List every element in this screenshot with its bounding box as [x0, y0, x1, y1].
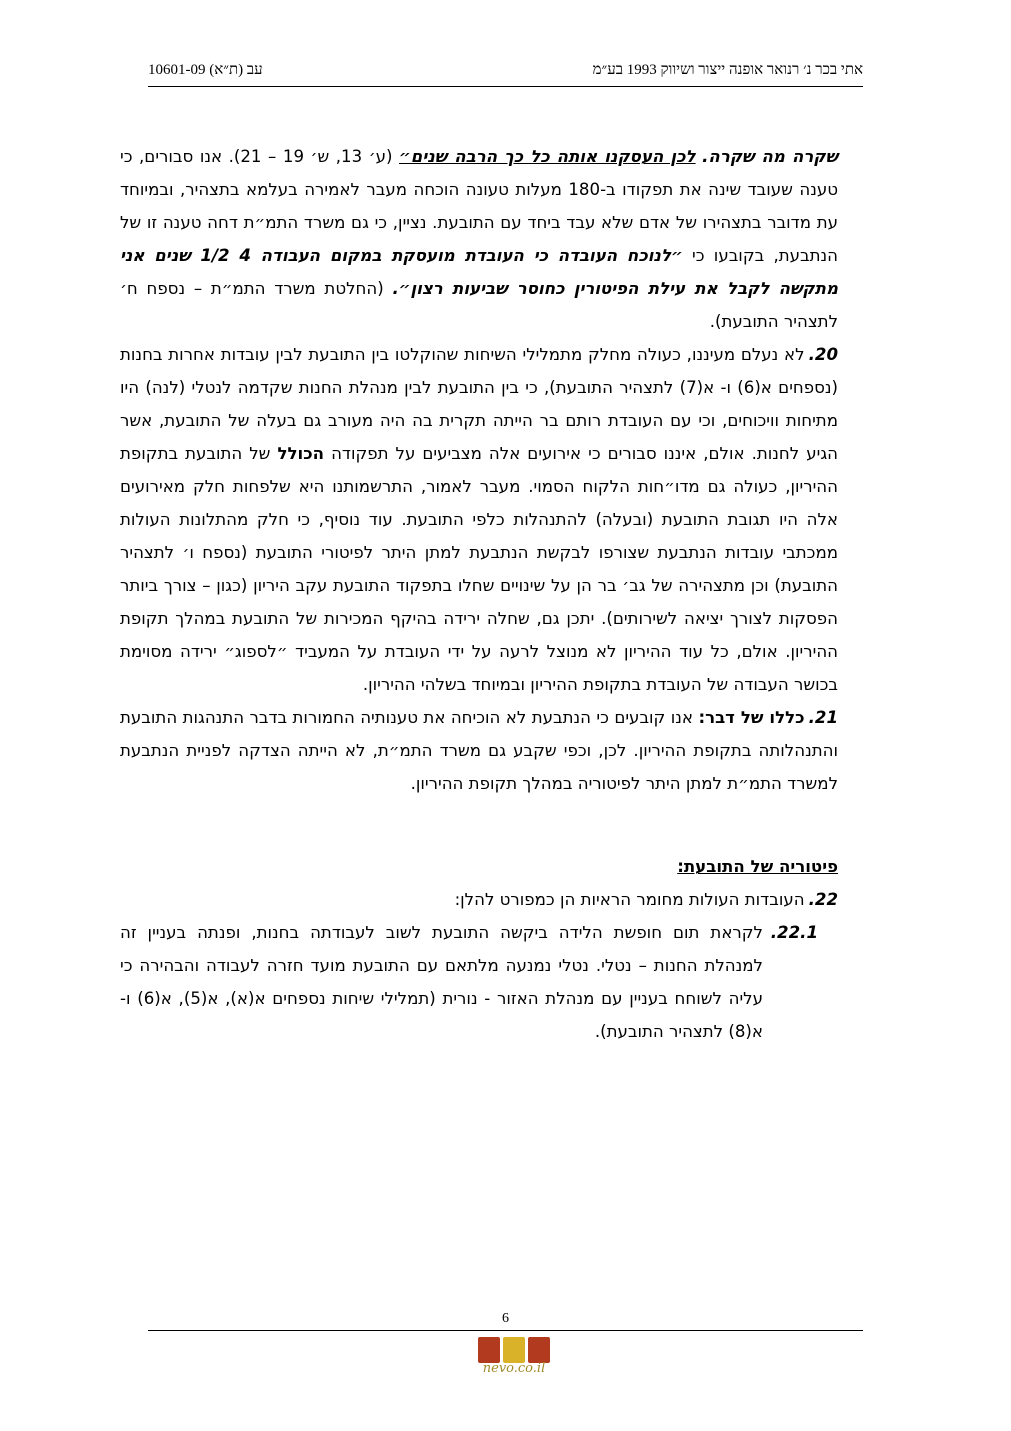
paragraph-21 [120, 701, 838, 800]
paragraph-number: 20. [808, 345, 838, 364]
intro-quote: ״לנוכח העובדה כי העובדת מועסקת במקום העבודה 4 1/2 שנים אני מתקשה לקבל את עילת הפיטורין כחוסר שביעות רצון״. [120, 246, 838, 298]
intro-bold: שקרה מה שקרה. [702, 147, 838, 166]
paragraph-20-bold: הכולל [277, 444, 325, 463]
case-title: אתי בכר נ׳ רנואר אופנה ייצור ושיווק 1993 בע״מ [592, 62, 863, 78]
paragraph-22-1-text: לקראת תום חופשת הלידה ביקשה התובעת לשוב לעבודתה בחנות, ופנתה בעניין זה למנהלת החנות – נטלי. נטלי נמנעה מלתאם עם התובעת מועד חזרה לעבודה והבהירה כי עליה לשוחח בעניין עם מנהלת האזור - נורית (תמלילי שיחות נספחים א(א), א(5), א(6) ו- א(8) לתצהיר התובעת). [120, 923, 763, 1041]
footer-rule [148, 1330, 863, 1331]
intro-text: אנו סבורים, כי טענה שעובד שינה את תפקודו ב-180 מעלות טעונה הוכחה מעבר לאמירה בעלמא בתצהיר, ובמיוחד עת מדובר בתצהירו של אדם שלא עבד ביחד עם התובעת. נציין, כי גם משרד התמ״ת דחה טענה זו של הנתבעת, בקובעו כי [120, 147, 839, 265]
logo-mark-icon [478, 1337, 550, 1363]
intro-tail: (החלטת משרד התמ״ת – נספח ח׳ לתצהיר התובעת). [120, 279, 838, 331]
paragraph-22-1 [120, 916, 838, 1048]
intro-paragraph [120, 140, 838, 338]
logo-url: nevo.co.il [482, 1361, 546, 1376]
intro-ref: (ע׳ 13, ש׳ 19 – 21). [228, 147, 399, 166]
paragraph-22 [120, 883, 838, 916]
paragraph-20-text-b: של התובעת בתקופת ההיריון, כעולה גם מדו״חות הלקוח הסמוי. מעבר לאמור, התרשמותנו היא שלפחות חלק מאירועים אלה היו תגובת התובעת (ובעלה) להתנהלות כלפי התובעת. עוד נוסיף, כי חלק מהתלונות העולות ממכתבי עובדות הנתבעת שצורפו לבקשת הנתבעת למתן היתר לפיטורי התובעת (נספח ו׳ לתצהיר התובעת) וכן מתצהירה של גב׳ בר הן על שינויים שחלו בתפקוד התובעת עקב היריון (כגון – צורך ביותר הפסקות לצורך יציאה לשירותים). יתכן גם, שחלה ירידה בהיקף המכירות של התובעת במהלך תקופת ההיריון. אולם, כל עוד ההיריון לא מנוצל לרעה על ידי העובדת על המעביד ״לספוג״ ירידה מסוימת בכושר העבודה של העובדת בתקופת ההיריון ובמיוחד בשלהי ההיריון. [120, 444, 838, 694]
page-header [148, 62, 863, 87]
section-heading: פיטוריה של התובעת: [677, 857, 838, 876]
nevo-logo [474, 1335, 554, 1381]
paragraph-number: 22. [808, 890, 838, 909]
page-number: 6 [502, 1311, 509, 1326]
paragraph-20 [120, 338, 838, 701]
case-number: עב (ת״א) 10601-09 [148, 62, 263, 78]
spacer [120, 800, 838, 850]
paragraph-22-text: העובדות העולות מחומר הראיות הן כמפורט להלן: [454, 890, 805, 909]
paragraph-20-text-a: לא נעלם מעיננו, כעולה מחלק מתמלילי השיחות שהוקלטו בין התובעת לבין עובדות אחרות בחנות (נספחים א(6) ו- א(7) לתצהיר התובעת), כי בין התובעת לבין מנהלת החנות שקדמה לנטלי (לנה) היו מתיחות וויכוחים, וכי עם העובדת רותם בר הייתה תקרית בה היה מעורב גם בעלה של התובעת, אשר הגיע לחנות. אולם, איננו סבורים כי אירועים אלה מצביעים על תפקודה [120, 345, 839, 463]
intro-underlined-quote: לכן העסקנו אותה כל כך הרבה שנים״ [399, 147, 696, 166]
document-body [120, 140, 838, 1048]
paragraph-number: 21. [808, 708, 838, 727]
paragraph-21-text: אנו קובעים כי הנתבעת לא הוכיחה את טענותיה החמורות בדבר התנהגות התובעת והתנהלותה בתקופת ההיריון. לכן, וכפי שקבע גם משרד התמ״ת, לא הייתה הצדקה לפניית הנתבעת למשרד התמ״ת למתן היתר לפיטוריה במהלך תקופת ההיריון. [120, 708, 838, 793]
paragraph-21-bold: כללו של דבר: [698, 708, 805, 727]
subparagraph-number: 22.1. [770, 923, 818, 942]
